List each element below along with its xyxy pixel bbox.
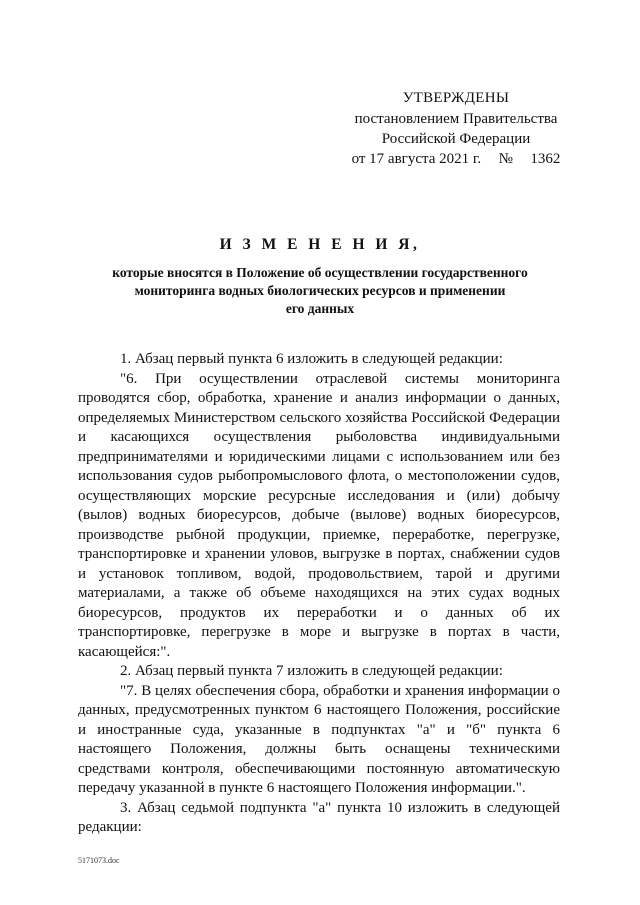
subtitle-line: мониторинга водных биологических ресурсов и применении bbox=[134, 283, 506, 298]
approval-number-sign: № bbox=[498, 151, 513, 167]
paragraph-quote-7: "7. В целях обеспечения сбора, обработки и хранения информации о данных, предусмотренных пунктом 6 настоящего Положения, российские и иностранные суда, указанные в подпунктах "а" и "б" пункта 6 настоящего Положения, должны быть оснащены техническими средствами контроля, обеспечивающими постоянную автоматическую передачу указанной в пункте 6 настоящего Положения информации.". bbox=[78, 682, 560, 796]
footer-filename: 5171073.doc bbox=[78, 856, 120, 865]
document-subtitle bbox=[70, 264, 570, 318]
approval-stamp bbox=[346, 88, 566, 169]
subtitle-line: его данных bbox=[285, 301, 355, 316]
document-title: И З М Е Н Е Н И Я, bbox=[219, 236, 421, 253]
paragraph-item-1: 1. Абзац первый пункта 6 изложить в следующей редакции: bbox=[120, 351, 503, 367]
approval-date-line bbox=[346, 149, 566, 169]
approval-line-1: постановлением Правительства bbox=[354, 111, 558, 127]
paragraph-item-2: 2. Абзац первый пункта 7 изложить в следующей редакции: bbox=[120, 663, 503, 679]
paragraph-item-3: 3. Абзац седьмой подпункта "а" пункта 10 изложить в следующей редакции: bbox=[78, 799, 560, 835]
approval-date: от 17 августа 2021 г. bbox=[351, 151, 482, 167]
approval-line-2: Российской Федерации bbox=[381, 131, 531, 147]
paragraph-quote-6: "6. При осуществлении отраслевой системы мониторинга проводятся сбор, обработка, хранение и анализ информации о данных, определяемых Министерством сельского хозяйства Российской Федерации и касающихся осуществления рыболовства индивидуальными предпринимателями и юридическими лицами с использованием или без использования судов рыбопромыслового флота, о местоположении судов, осуществляющих морские ресурсные исследования и (или) добычу (вылов) водных биоресурсов, добыче (вылове) водных биоресурсов, производстве рыбной продукции, приемке, переработке, перегрузке, транспортировке и хранении уловов, выгрузке в портах, снабжении судов и установок топливом, водой, продовольствием, тарой и другими материалами, а также об объеме находящихся на этих судах водных биоресурсов, продуктов их переработки и о данных об их транспортировке, перегрузке в море и выгрузке в портах в части, касающейся:". bbox=[78, 370, 560, 660]
approval-heading: УТВЕРЖДЕНЫ bbox=[402, 90, 510, 106]
subtitle-line: которые вносятся в Положение об осуществлении государственного bbox=[112, 265, 528, 280]
approval-number: 1362 bbox=[530, 151, 561, 167]
document-body bbox=[78, 350, 560, 838]
